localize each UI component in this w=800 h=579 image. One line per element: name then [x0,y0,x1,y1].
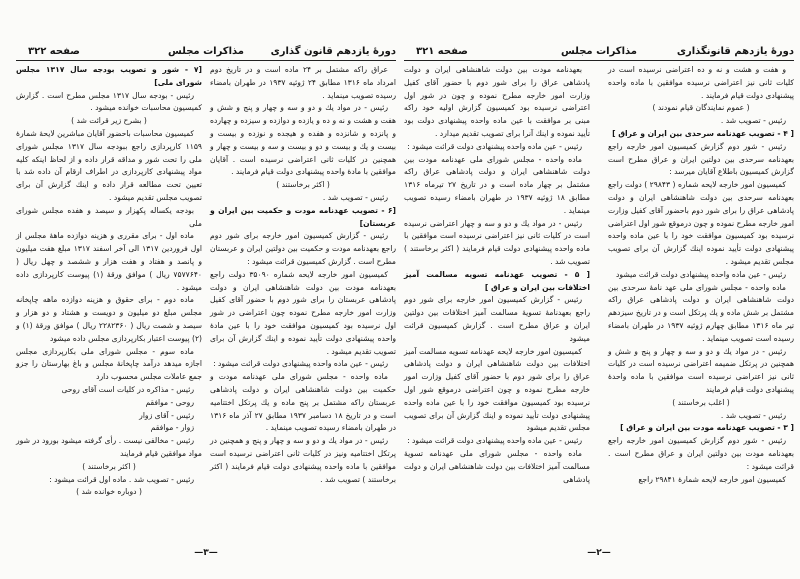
paragraph: کمیسیون امور خارجه لایحه عهدنامه تسویه مسالمت آمیز اختلافات بین دولت شاهنشاهی ایران و دولت پادشاهی عراق را برای شور دوم با حضور آقای کفیل وزارت امور خارجه مطرح نموده و چون اعتراضی درموقع شور اول نرسیده بود کمیسیون موافقت خود را با عین ماده واحده پیشنهادی دولت تأیید نموده و اینك گزارش آن برای تصویب مجلس تقدیم میشود [404,346,590,433]
paragraph: ماده واحده - مجلس شورای ملی عهدنامه مودت بین دولت شاهنشاهی ایران و دولت پادشاهی عراق راکه مشتمل بر چهار ماده است و در تاریخ ۲۷ تیرماه ۱۳۱۶ مطابق ۱۸ ژوئیه ۱۹۳۷ در طهران بامضاء رسیده تصویب مینماید . [404,154,591,215]
paragraph: رئیس - در مواد یك و دو و سه و چهار و پنج و همچنین در پرتکل اختتامیه ونیز در کلیات ثانی اعتراضی نرسیده است موافقین با ماده واحده پیشنهادی دولت قیام فرمایند ( اکثر برخاستند ) تصویب شد . [210,436,396,484]
text-column [404,64,590,486]
page-number: صفحه ۳۲۲ [28,46,80,57]
paragraph: عراق راکه مشتمل بر ۲۴ ماده است و در تاریخ دوم امرداد ماه ۱۳۱۶ مطابق ۲۴ ژوئیه ۱۹۳۷ در طهران بامضاء رسیده تصویب مینماید . [210,65,396,100]
paragraph: کمیسیون امور خارجه لایحه شماره ( ۲۹۸۴۳ ) دولت راجع بعهدنامه سرحدی بین دولت شاهنشاهی ایران و دولت پادشاهی عراق را برای شور دوم باحضور آقای کفیل وزارت امور خارجه مطرح نموده و چون درموقع شور اول اعتراضی نرسیده بود کمیسیون موافقت خود را با عین ماده واحده پیشنهادی دولت تأیید نموده اینك گزارش آن برای تصویب مجلس تقدیم میشود . [608,180,794,266]
paragraph: رئیس - آقای زوار [139,410,194,420]
text-column [608,64,794,486]
paragraph: ماده دوم - برای حقوق و هزینه دوازده ماهه چاپخانه مجلس مبلغ دو میلیون و دویست و هشتاد و دو هزار و سیصد و شصت ریال ( ۲۲۸۲۳۶۰ ریال ) موافق ورقهٔ (۱) و (۲) پیوست اعتبار بکارپردازی مجلس داده میشود [16,295,202,343]
paragraph: و هفت و هشت و نه و ده اعتراضی نرسیده است در کلیات ثانی نیز اعتراضی نرسیده موافقین با ماده واحده پیشنهادی دولت قیام فرمایند . [608,65,794,100]
parenthetical-note: ( اکثر برخاستند ) [82,461,136,471]
paragraph: رئیس - گزارش کمیسیون امور خارجه برای شور دوم راجع بعهدنامه مودت و حکمیت بین دولتین ایران و عربستان مطرح است . گزارش کمیسیون قرائت میشود : [210,231,396,266]
section-heading: [۶ - تصویب عهدنامه مودت و حکمیت بین ایران و عربستان] [210,205,396,228]
parenthetical-note: ( عموم نمایندگان قیام نمودند ) [652,103,750,113]
paragraph: بعهدنامه مودت بین دولت شاهنشاهی ایران و دولت پادشاهی عراق را برای شور دوم با حضور آقای کفیل وزارت امور خارجه مطرح نموده و چون در شور اول اعتراضی نرسیده بود کمیسیون گزارش اولیه خود راکه مبنی بر موافقت با عین ماده واحده پیشنهادی دولت بود تأیید نموده و اینك آنرا برای تصویب تقدیم میدارد . [404,65,590,138]
parenthetical-note: ( بشرح زیر قرائت شد ) [71,116,147,126]
paragraph: روحی - موافقم [145,397,194,407]
paragraph: رئیس - در مواد یك و دو و سه و چهار و پنج و شش و هفت و هشت و نه و ده و یازده و دوازده و سیزده و چهارده و پانزده و شانزده و هفده و هیجده و نوزده و بیست و بیست و یك و بیست و دو و بیست و سه و بیست و چهار و همچنین در کلیات ثانی اعتراضی نرسیده است . آقایان موافقین با مادهٔ واحده پیشنهادی دولت قیام فرمایند . [210,103,396,177]
paragraph: رئیس - عین ماده واحده پیشنهادی دولت قرائت میشود [616,269,786,279]
paragraph: رئیس - در مواد یك و دو و سه و چهار اعتراضی نرسیده است در کلیات ثانی نیز اعتراضی نرسیده است موافقین با ماده واحده پیشنهادی دولت قیام فرمایند ( اکثر برخاستند ) تصویب شد . [404,218,590,266]
paragraph: رئیس - شور دوم گزارش کمیسیون امور خارجه راجع بعهدنامه سرحدی بین دولتین ایران و عراق مطرح است گزارش کمیسیون باطلاع آقایان میرسد : [608,141,794,177]
parenthetical-note: ( اغلب برخاستند ) [672,397,730,407]
paragraph: رئیس - عین ماده واحده پیشنهادی دولت قرائت میشود : [407,141,582,151]
paragraph: کمیسیون امور خارجه لایحه شمارهٔ ۲۹۸۴۱ راجع [638,474,786,484]
page-footer-number: —۳— [194,548,218,558]
paragraph: بودجه یکساله پکهزار و سیصد و هفده مجلس شورای ملی [16,205,202,228]
paragraph: رئیس - گزارش کمیسیون امور خارجه برای شور دوم راجع بعهدنامهٔ تسویهٔ مسالمت آمیز اختلافات بین دولتین ایران و عراق مطرح است . گزارش کمیسیون قرائت میشود [404,295,590,343]
legislative-period: دورهٔ یازدهم قانون گذاری [270,46,396,57]
paragraph: کمیسیون محاسبات باحضور آقایان مباشرین لایحهٔ شمارهٔ ۱۱۵۹ کارپردازی راجع ببودجه سال ۱۳۱۷ مجلس شورای ملی را تحت شور و مداقه قرار داده و از لحاظ اینکه کلیه مواد پیشنهادی کارپردازی در اطراف ارقام آن داده شد با تعیین تحت مطالعه قرار داده و اینك گزارش آن برای تصویب مجلس تقدیم میشود . [16,128,202,202]
section-heading: [ ۳ - تصویب عهدنامه مودت بین ایران و عراق ] [620,423,794,433]
paragraph: ماده واحده - مجلس شورای ملی عهدنامه مودت و حکمیت بین دولت شاهنشاهی ایران و دولت پادشاهی عربستان راکه مشتمل بر پنج ماده و یك پرتکل اختتامیه است و در تاریخ ۱۸ دسامبر ۱۹۳۷ مطابق ۲۷ آذر ماه ۱۳۱۶ در طهران بامضاء رسیده تصویب مینماید . [210,372,396,433]
publication-title: مذاکرات مجلس [560,46,638,57]
paragraph: ماده اول - برای مقرری و هزینه دوازده ماههٔ مجلس از اول فروردین ۱۳۱۷ الی آخر اسفند ۱۳۱۷ مبلغ هفت میلیون و پانصد و هفتاد و هفت هزار و ششصد و چهل ریال ( ۷۵۷۷۶۴۰ ریال ) موافق ورقهٔ (۱) پیوست کارپردازی داده میشود . [16,231,203,292]
page-header [16,44,396,61]
paragraph: ماده واحده - مجلس شورای ملی عهدنامه تسویهٔ مسالمت آمیز اختلافات بین دولت شاهنشاهی ایران و دولت پادشاهی [404,448,590,484]
paragraph: رئیس - مخالفی نیست . رأی گرفته میشود بورود در شور مواد موافقین قیام فرمایند [16,436,202,458]
section-heading: [۷ - شور و تصویب بودجه سال ۱۳۱۷ مجلس شورای ملی] [16,65,202,87]
paragraph: رئیس - در مواد یك و دو و سه و چهار و پنج و شش و همچنین در پرتکل ضمیمه اعتراضی نرسیده است در کلیات ثانی نیز اعتراضی نرسیده است موافقین با ماده واحدهٔ پیشنهادی دولت قیام فرمایند [608,346,794,394]
section-heading: [ ۵ - تصویب عهدنامه تسویه مسالمت آمیز اختلافات بین ایران و عراق ] [404,269,590,292]
text-column [210,64,396,486]
page-number: صفحه ۳۲۱ [416,46,468,57]
paragraph: رئیس - تصویب شد . [720,116,786,126]
page-footer-number: —۲— [587,548,611,558]
paragraph: کمیسیون امور خارجه لایحه شماره ۳۵۰۹۰ دولت راجع بعهدنامه مودت بین دولت شاهنشاهی ایران و دولت پادشاهی عربستان را برای شور دوم با حضور آقای کفیل وزارت امور خارجه مطرح نموده چون اعتراضی در شور اول نرسیده بود کمیسیون موافقت خود را با عین مادهٔ واحده پیشنهادی دولت تأیید نموده و اینك گزارش آن برای تصویب تقدیم میشود . [210,269,396,356]
paragraph: رئیس - عین ماده واحده پیشنهادی دولت قرائت میشود : [213,359,388,369]
paragraph: رئیس - تصویب شد . [322,192,388,202]
parenthetical-note: ( دوباره خوانده شد ) [76,487,142,497]
paragraph: رئیس - تصویب شد . ماده اول قرائت میشود : [49,474,194,484]
paragraph: رئیس - مذاکره در کلیات است آقای روحی [61,384,194,394]
paragraph: رئیس - بودجه سال ۱۳۱۷ مجلس مطرح است . گزارش کمیسیون محاسبات خوانده میشود . [16,90,202,113]
legislative-period: دورهٔ یازدهم قانونگذاری [676,46,794,57]
paragraph: ماده سوم - مجلس شورای ملی بکارپردازی مجلس اجازه میدهد درآمد چاپخانهٔ مجلس و باغ بهارستان را جزو جمع عاملات مجلس محسوب دارد [16,346,202,382]
publication-title: مذاکرات مجلس [167,46,245,57]
paragraph: رئیس - تصویب شد . [720,410,786,420]
paragraph: رئیس - شور دوم گزارش کمیسیون امور خارجه راجع بعهدنامه مودت بین دولتین ایران و عراق مطرح است . قرائت میشود : [608,436,794,471]
page-header [404,44,794,61]
paragraph: رئیس - عین ماده واحده پیشنهادی دولت قرائت میشود : [407,436,582,446]
paragraph: زوار - موافقم [150,423,194,433]
text-column [16,64,202,499]
paragraph: ماده واحده - مجلس شورای ملی عهد نامهٔ سرحدی بین دولت شاهنشاهی ایران و دولت پادشاهی عراق راکه مشتمل بر شش ماده و یك پرتکل است و در تاریخ سیزدهم تیر ماه ۱۳۱۶ مطابق چهارم ژوئیه ۱۹۳۷ در طهران بامضاء رسیده است تصویب مینماید . [608,282,794,343]
parenthetical-note: ( اکثر برخاستند ) [276,180,330,190]
section-heading: [ ۴ - تصویب عهدنامه سرحدی بین ایران و عراق ] [612,128,794,138]
